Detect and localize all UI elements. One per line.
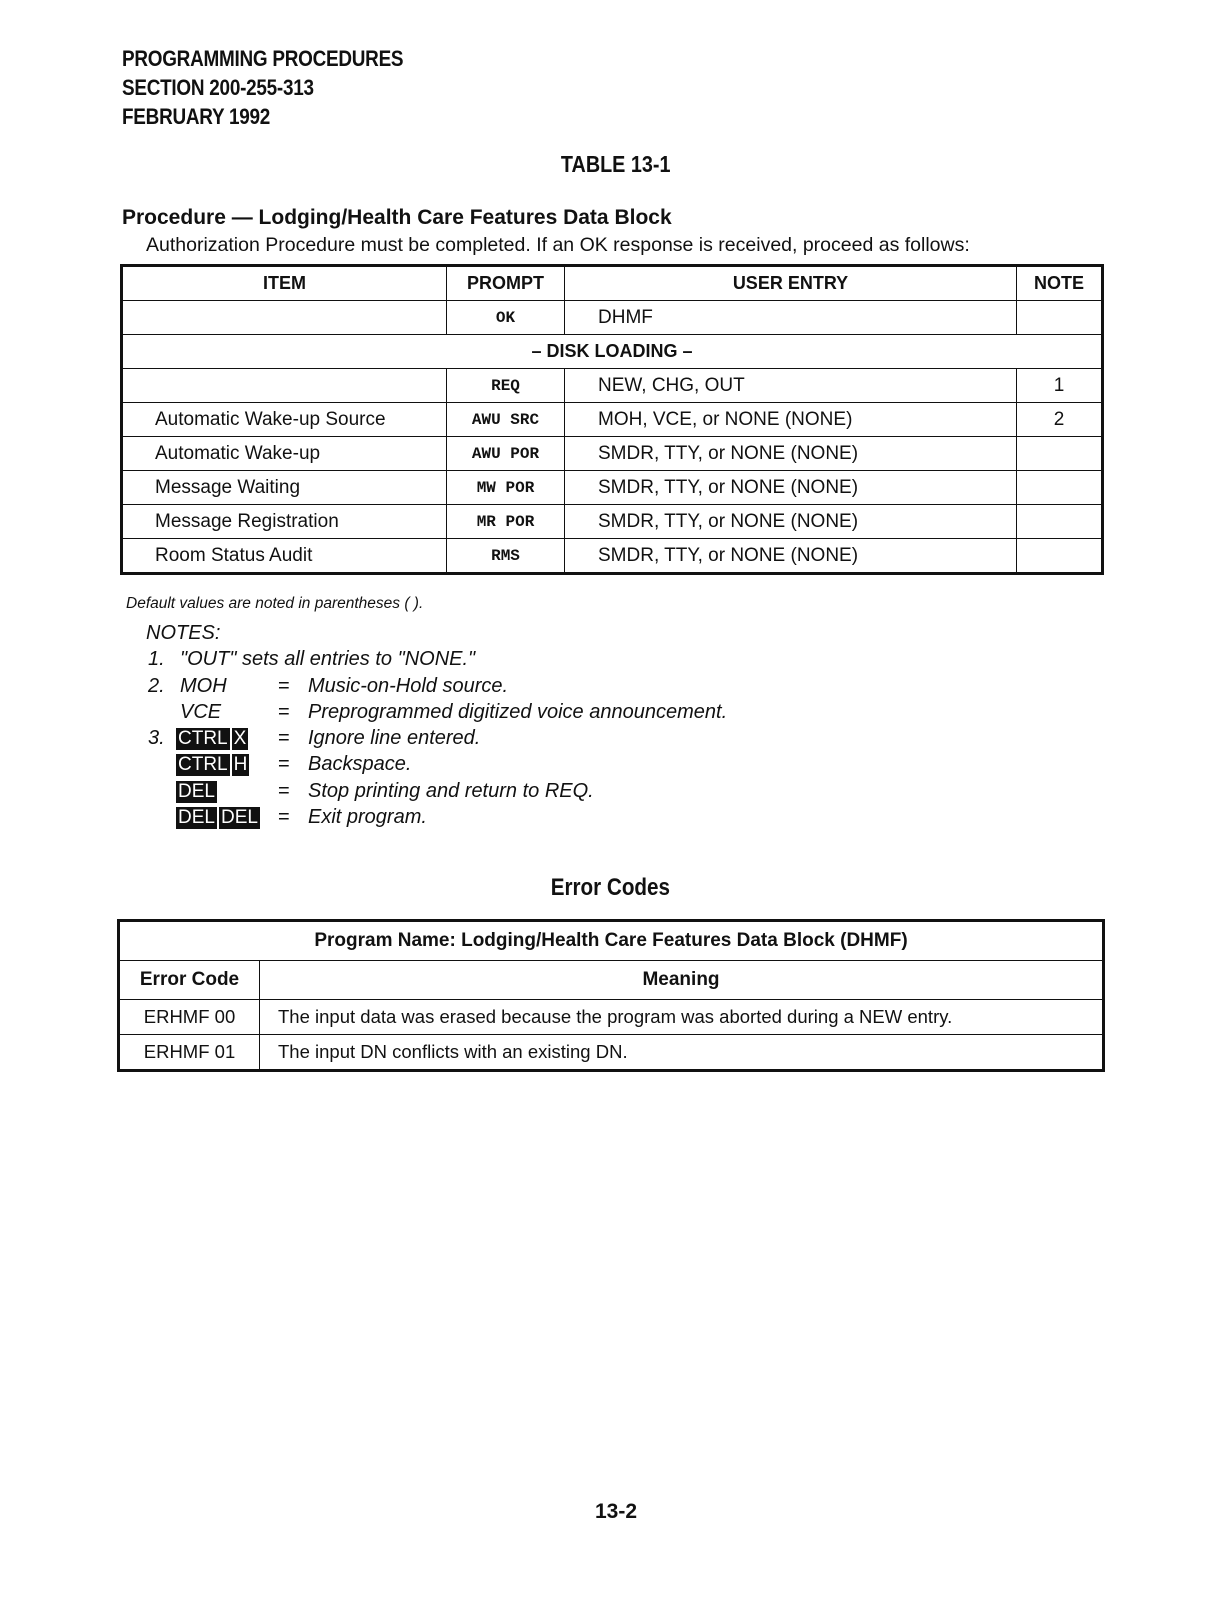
cell-user-entry: MOH, VCE, or NONE (NONE) [565,403,1017,437]
note-3-item [146,778,594,804]
header-error-code: Error Code [119,961,260,1000]
note-number: 2. [148,674,165,697]
cell-user-entry: DHMF [565,301,1017,335]
cell-prompt: AWU POR [447,437,565,471]
cell-prompt: MW POR [447,471,565,505]
error-meaning: The input DN conflicts with an existing DN. [260,1035,1104,1071]
note-3-item [146,804,427,830]
cell-note [1017,505,1103,539]
note-1 [146,646,476,672]
cell-note [1017,437,1103,471]
notes-heading: NOTES: [146,622,221,644]
note-definition: Preprogrammed digitized voice announcement. [308,700,728,723]
cell-item: Room Status Audit [122,539,447,574]
table-row [122,437,1103,471]
equals-sign: = [278,674,290,697]
cell-prompt: AWU SRC [447,403,565,437]
note-3 [146,725,481,751]
cell-user-entry: SMDR, TTY, or NONE (NONE) [565,539,1017,574]
procedure-table [120,264,1104,575]
table-row [119,1000,1104,1035]
note-definition: Exit program. [308,806,427,829]
error-meaning: The input data was erased because the program was aborted during a NEW entry. [260,1000,1104,1035]
header-line-3: FEBRUARY 1992 [122,104,271,129]
table-title: TABLE 13-1 [561,151,671,177]
cell-prompt: MR POR [447,505,565,539]
cell-user-entry: SMDR, TTY, or NONE (NONE) [565,471,1017,505]
note-key: MOH [180,674,227,697]
page-number: 13-2 [594,1500,638,1523]
table-row [119,1035,1104,1071]
section-label: – DISK LOADING – [122,335,1103,369]
table-row [122,301,1103,335]
error-code: ERHMF 01 [119,1035,260,1071]
error-code: ERHMF 00 [119,1000,260,1035]
note-2 [146,673,509,699]
default-values-note: Default values are noted in parentheses ( ). [126,595,424,612]
del-key: DEL [220,807,258,829]
note-definition: Music-on-Hold source. [308,674,509,697]
program-name: Program Name: Lodging/Health Care Features Data Block (DHMF) [119,921,1104,961]
cell-item [122,301,447,335]
ctrl-key: CTRL [178,754,228,776]
cell-prompt: REQ [447,369,565,403]
del-key: DEL [178,780,215,802]
note-2-item [146,699,728,725]
table-header-row [122,266,1103,301]
program-name-row [119,921,1104,961]
header-line-2: SECTION 200-255-313 [122,75,314,100]
cell-note [1017,539,1103,574]
authorization-instruction: Authorization Procedure must be completed. If an OK response is received, proceed as follows: [146,234,970,256]
table-row [122,403,1103,437]
cell-item: Message Registration [122,505,447,539]
header-item: ITEM [122,266,447,301]
header-line-1: PROGRAMMING PROCEDURES [122,46,404,71]
note-number: 3. [148,727,165,750]
equals-sign: = [278,700,290,723]
h-key: H [233,754,248,776]
table-row [122,369,1103,403]
cell-item: Automatic Wake-up [122,437,447,471]
note-definition: Ignore line entered. [308,727,481,750]
cell-prompt: OK [447,301,565,335]
cell-user-entry: SMDR, TTY, or NONE (NONE) [565,437,1017,471]
header-user-entry: USER ENTRY [565,266,1017,301]
document-header [122,44,449,131]
note-number: 1. [148,648,165,671]
cell-note [1017,301,1103,335]
cell-note: 1 [1017,369,1103,403]
note-definition: Backspace. [308,753,412,776]
cell-item: Automatic Wake-up Source [122,403,447,437]
header-prompt: PROMPT [447,266,565,301]
error-codes-title: Error Codes [550,874,670,901]
cell-note: 2 [1017,403,1103,437]
del-key: DEL [178,807,215,829]
table-row [122,539,1103,574]
section-row [122,335,1103,369]
table-row [122,505,1103,539]
cell-prompt: RMS [447,539,565,574]
equals-sign: = [278,779,290,802]
error-codes-table [117,919,1105,1072]
note-key: VCE [180,700,222,723]
procedure-title: Procedure — Lodging/Health Care Features Data Block [122,206,672,229]
notes-block [146,620,728,830]
note-definition: Stop printing and return to REQ. [308,779,594,802]
cell-user-entry: SMDR, TTY, or NONE (NONE) [565,505,1017,539]
equals-sign: = [278,727,290,750]
ctrl-key: CTRL [178,728,228,750]
table-row [122,471,1103,505]
note-text: "OUT" sets all entries to "NONE." [180,648,476,671]
cell-note [1017,471,1103,505]
cell-item: Message Waiting [122,471,447,505]
cell-user-entry: NEW, CHG, OUT [565,369,1017,403]
equals-sign: = [278,806,290,829]
header-meaning: Meaning [260,961,1104,1000]
equals-sign: = [278,753,290,776]
cell-item [122,369,447,403]
header-note: NOTE [1017,266,1103,301]
x-key: X [233,728,247,750]
error-header-row [119,961,1104,1000]
note-3-item [146,751,412,777]
